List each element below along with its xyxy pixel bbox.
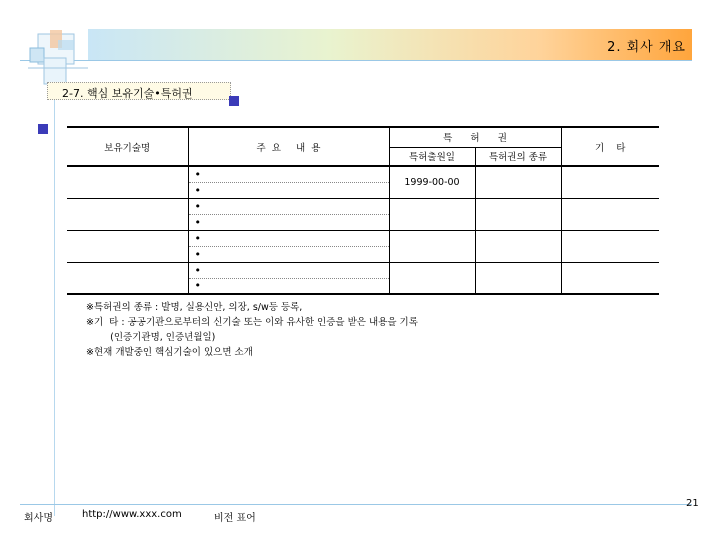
note-line: ※특허권의 종류 : 발명, 실용신안, 의장, s/w등 등록,: [86, 302, 303, 313]
bullet: •: [188, 246, 389, 262]
footer-divider: [20, 504, 692, 505]
col-header-content: 주 요 내 용: [188, 127, 389, 166]
table-cell: [475, 166, 561, 198]
bullet: •: [188, 166, 389, 182]
left-rule: [54, 88, 55, 516]
table-cell: [67, 262, 188, 294]
col-header-patent-type: 특허권의 종류: [475, 147, 561, 166]
table-cell: [67, 198, 188, 230]
table-cell: [475, 198, 561, 230]
table-cell: [389, 262, 475, 294]
footer-label: 비전 표어: [214, 513, 256, 524]
logo-icon: [28, 28, 88, 90]
col-header-tech: 보유기술명: [67, 127, 188, 166]
table-cell: [561, 166, 659, 198]
bullet: •: [188, 198, 389, 214]
table-cell: [561, 230, 659, 262]
bullet: •: [188, 214, 389, 230]
footer-url[interactable]: http://www.xxx.com: [82, 509, 182, 520]
bullet: •: [188, 262, 389, 278]
header-divider: [20, 60, 692, 61]
section-title: 2-7. 핵심 보유기술•특허권: [62, 87, 193, 100]
note-line: (인증기관명, 인증년월일): [86, 332, 216, 343]
bullet: •: [188, 182, 389, 198]
page-number: 21: [686, 498, 699, 509]
header-banner: [88, 29, 692, 60]
table-cell: [561, 262, 659, 294]
table-cell: [475, 230, 561, 262]
table-cell: [389, 198, 475, 230]
patent-table: [67, 126, 659, 295]
footer-company: 회사명: [24, 513, 53, 524]
col-header-patent: 특 허 권: [389, 127, 561, 147]
table-cell: [389, 230, 475, 262]
note-line: ※현재 개발중인 핵심기술이 있으면 소개: [86, 347, 253, 358]
chapter-title: 2. 회사 개요: [607, 40, 686, 55]
patent-date-value: 1999-00-00: [389, 166, 475, 198]
col-header-etc: 기 타: [561, 127, 659, 166]
bullet: •: [188, 230, 389, 246]
square-bullet-icon: [229, 96, 239, 106]
table-cell: [67, 230, 188, 262]
table-cell: [561, 198, 659, 230]
square-bullet-icon: [38, 124, 48, 134]
notes: [86, 300, 418, 360]
col-header-patent-date: 특허출원일: [389, 147, 475, 166]
bullet: •: [188, 278, 389, 294]
note-line: ※기 타 : 공공기관으로부터의 신기술 또는 이와 유사한 인증을 받은 내용을 기록: [86, 317, 418, 328]
table-cell: [475, 262, 561, 294]
table-cell: [67, 166, 188, 198]
